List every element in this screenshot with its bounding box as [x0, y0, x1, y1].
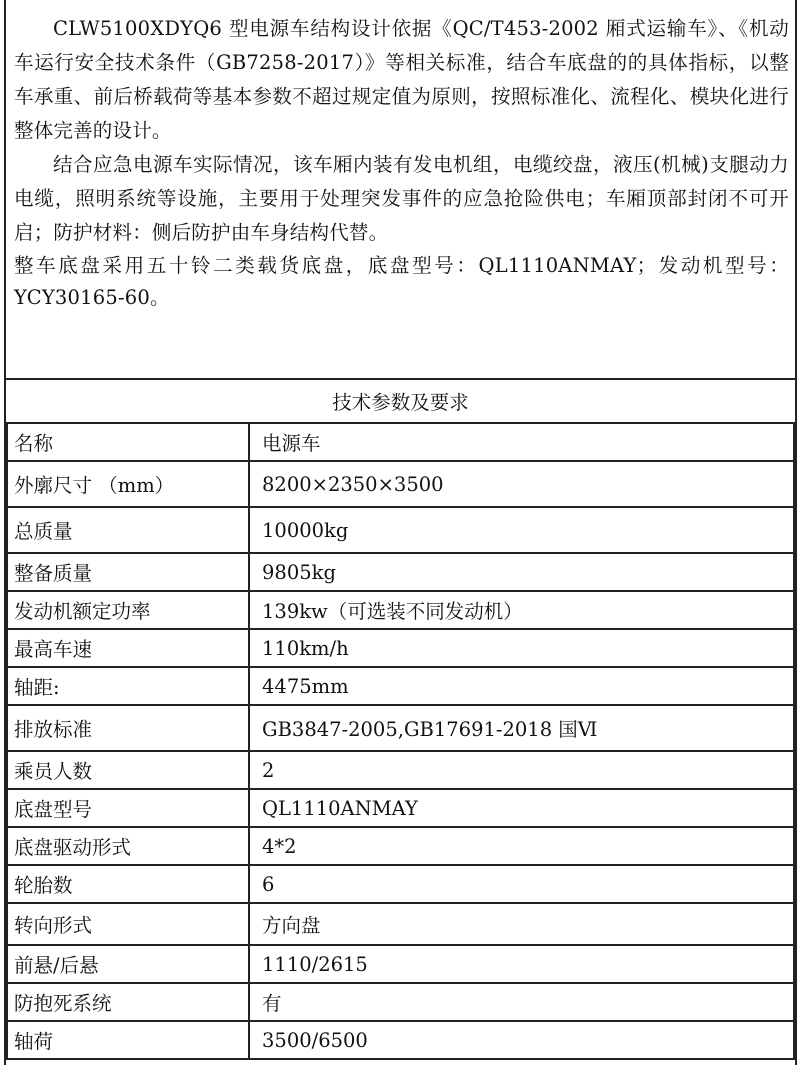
spec-label: 底盘型号	[7, 789, 249, 827]
table-row	[7, 865, 794, 903]
spec-label: 排放标准	[7, 705, 249, 751]
spec-value: 6	[249, 865, 794, 903]
spec-label: 轴荷	[7, 1021, 249, 1059]
table-row	[7, 1021, 794, 1059]
intro-paragraph-design-basis: CLW5100XDYQ6 型电源车结构设计依据《QC/T453-2002 厢式运输车》、《机动车运行安全技术条件（GB7258-2017）》等相关标准，结合车底盘的的具体指标，以整车承重、前后桥载荷等基本参数不超过规定值为原则，按照标准化、流程化、模块化进行整体完善的设计。	[14, 17, 789, 142]
spec-value: 9805kg	[249, 553, 794, 591]
spec-label: 转向形式	[7, 903, 249, 945]
spec-label: 最高车速	[7, 629, 249, 667]
spec-label: 外廓尺寸 （mm）	[7, 461, 249, 507]
table-row	[7, 751, 794, 789]
spec-value: 1110/2615	[249, 945, 794, 983]
spec-label: 名称	[7, 423, 249, 461]
spec-value: 139kw（可选装不同发动机）	[249, 591, 794, 629]
spec-label: 总质量	[7, 507, 249, 553]
table-row	[7, 983, 794, 1021]
spec-value: 4475mm	[249, 667, 794, 705]
intro-paragraph-equipment: 结合应急电源车实际情况，该车厢内装有发电机组，电缆绞盘，液压(机械)支腿动力电缆，照明系统等设施，主要用于处理突发事件的应急抢险供电；车厢顶部封闭不可开启；防护材料：侧后防护由车身结构代替。	[14, 153, 789, 244]
spec-value: 方向盘	[249, 903, 794, 945]
intro-paragraph-chassis: 整车底盘采用五十铃二类载货底盘，底盘型号：QL1110ANMAY；发动机型号：YCY30165-60。	[14, 254, 789, 309]
spec-label: 整备质量	[7, 553, 249, 591]
spec-label: 发动机额定功率	[7, 591, 249, 629]
spec-label: 轮胎数	[7, 865, 249, 903]
table-row	[7, 705, 794, 751]
spec-value: 4*2	[249, 827, 794, 865]
table-row	[7, 667, 794, 705]
spec-value: 2	[249, 751, 794, 789]
spec-label: 防抱死系统	[7, 983, 249, 1021]
table-row	[7, 591, 794, 629]
table-row	[7, 553, 794, 591]
spec-label: 乘员人数	[7, 751, 249, 789]
spec-label: 轴距:	[7, 667, 249, 705]
table-row	[7, 827, 794, 865]
spec-value: 电源车	[249, 423, 794, 461]
table-row	[7, 945, 794, 983]
spec-value: 10000kg	[249, 507, 794, 553]
spec-label: 前悬/后悬	[7, 945, 249, 983]
specs-table	[6, 422, 795, 1060]
table-row	[7, 629, 794, 667]
spec-value: 有	[249, 983, 794, 1021]
intro-section	[6, 0, 795, 380]
table-row	[7, 903, 794, 945]
table-row	[7, 461, 794, 507]
spec-value: GB3847-2005,GB17691-2018 国Ⅵ	[249, 705, 794, 751]
table-row	[7, 789, 794, 827]
spec-value: 3500/6500	[249, 1021, 794, 1059]
specs-title: 技术参数及要求	[332, 391, 469, 414]
spec-label: 底盘驱动形式	[7, 827, 249, 865]
table-row	[7, 423, 794, 461]
spec-value: 110km/h	[249, 629, 794, 667]
spec-value: 8200×2350×3500	[249, 461, 794, 507]
table-row	[7, 507, 794, 553]
spec-value: QL1110ANMAY	[249, 789, 794, 827]
